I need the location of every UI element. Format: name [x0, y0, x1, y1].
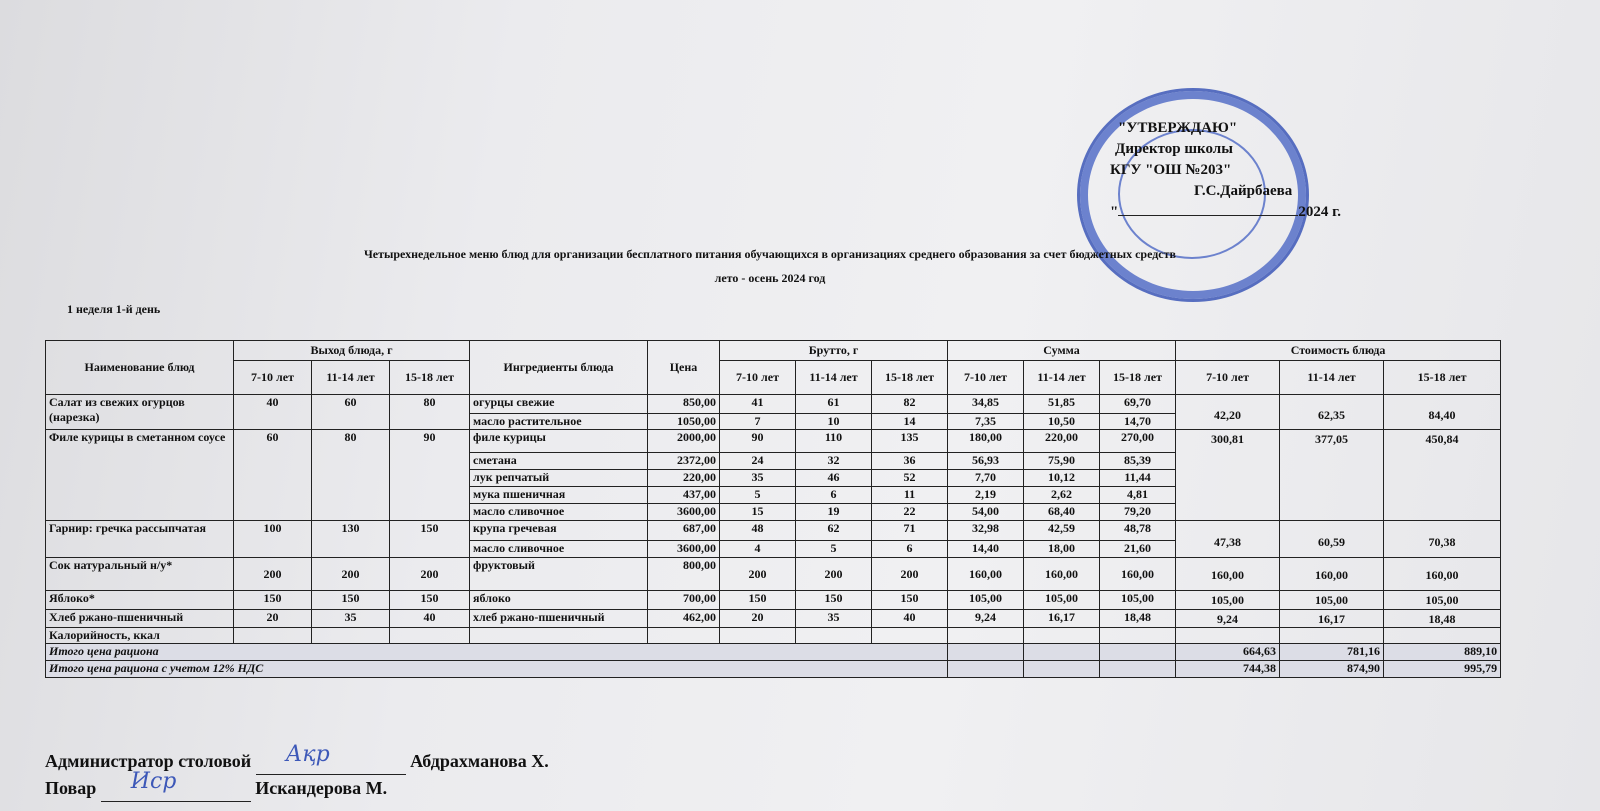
- ingredient-brutto: 41: [720, 395, 796, 414]
- dish-cost: 160,00: [1280, 558, 1384, 591]
- approval-block: [1110, 118, 1341, 223]
- ingredient-sum: 180,00: [948, 430, 1024, 453]
- dish-name: Сок натуральный н/у*: [46, 558, 234, 591]
- cost-age-header: 7-10 лет: [1176, 361, 1280, 395]
- ingredient-sum: 4,81: [1100, 487, 1176, 504]
- output-age-header: 11-14 лет: [312, 361, 390, 395]
- ingredient-name: огурцы свежие: [470, 395, 648, 414]
- dish-cost: 300,81: [1176, 430, 1280, 521]
- total-row-empty: [1024, 644, 1100, 661]
- ingredient-name: фруктовый: [470, 558, 648, 591]
- ingredient-price: 800,00: [648, 558, 720, 591]
- dish-output: 150: [312, 591, 390, 610]
- ingredient-sum: 10,12: [1024, 470, 1100, 487]
- ingredient-brutto: 200: [872, 558, 948, 591]
- admin-signature-line: [45, 742, 549, 775]
- ingredient-brutto: 5: [796, 541, 872, 558]
- ingredient-price: 700,00: [648, 591, 720, 610]
- ingredient-sum: 18,00: [1024, 541, 1100, 558]
- date-blank-line: [1118, 203, 1298, 216]
- dish-output: 60: [234, 430, 312, 521]
- ingredient-sum: 11,44: [1100, 470, 1176, 487]
- calories-cell: [390, 628, 470, 644]
- admin-role: Администратор столовой: [45, 751, 252, 771]
- calories-cell: [1384, 628, 1501, 644]
- header-sum: Сумма: [948, 341, 1176, 361]
- total-row-value: 664,63: [1176, 644, 1280, 661]
- ingredient-brutto: 32: [796, 453, 872, 470]
- ingredient-sum: 9,24: [948, 610, 1024, 628]
- header-cost: Стоимость блюда: [1176, 341, 1501, 361]
- sum-age-header: 15-18 лет: [1100, 361, 1176, 395]
- dish-output: 20: [234, 610, 312, 628]
- dish-name: Филе курицы в сметанном соусе: [46, 430, 234, 521]
- signature-block: [45, 742, 549, 802]
- ingredient-sum: 48,78: [1100, 521, 1176, 541]
- ingredient-sum: 10,50: [1024, 414, 1100, 430]
- ingredient-brutto: 48: [720, 521, 796, 541]
- ingredient-brutto: 4: [720, 541, 796, 558]
- approval-line-3: КГУ "ОШ №203": [1110, 162, 1232, 178]
- ingredient-sum: 56,93: [948, 453, 1024, 470]
- total-vat-row-empty: [948, 661, 1024, 678]
- calories-cell: [648, 628, 720, 644]
- ingredient-sum: 105,00: [948, 591, 1024, 610]
- ingredient-sum: 105,00: [1024, 591, 1100, 610]
- ingredient-price: 437,00: [648, 487, 720, 504]
- table-row: [46, 591, 1501, 610]
- admin-name: Абдрахманова Х.: [410, 751, 549, 771]
- dish-name: Хлеб ржано-пшеничный: [46, 610, 234, 628]
- ingredient-brutto: 24: [720, 453, 796, 470]
- ingredient-brutto: 52: [872, 470, 948, 487]
- ingredient-sum: 2,62: [1024, 487, 1100, 504]
- header-price: Цена: [648, 341, 720, 395]
- dish-output: 200: [234, 558, 312, 591]
- ingredient-brutto: 71: [872, 521, 948, 541]
- dish-cost: 47,38: [1176, 521, 1280, 558]
- ingredient-sum: 18,48: [1100, 610, 1176, 628]
- calories-cell: [1176, 628, 1280, 644]
- ingredient-sum: 85,39: [1100, 453, 1176, 470]
- sum-age-header: 7-10 лет: [948, 361, 1024, 395]
- output-age-header: 15-18 лет: [390, 361, 470, 395]
- dish-output: 150: [390, 521, 470, 558]
- dish-cost: 42,20: [1176, 395, 1280, 430]
- total-row-empty: [948, 644, 1024, 661]
- ingredient-brutto: 20: [720, 610, 796, 628]
- dish-cost: 160,00: [1384, 558, 1501, 591]
- output-age-header: 7-10 лет: [234, 361, 312, 395]
- calories-cell: [796, 628, 872, 644]
- dish-name: Салат из свежих огурцов (нарезка): [46, 395, 234, 430]
- calories-label: Калорийность, ккал: [46, 628, 234, 644]
- calories-cell: [1024, 628, 1100, 644]
- ingredient-brutto: 150: [720, 591, 796, 610]
- table-row: [46, 558, 1501, 591]
- ingredient-sum: 34,85: [948, 395, 1024, 414]
- ingredient-brutto: 11: [872, 487, 948, 504]
- cook-signature-line: [45, 769, 549, 802]
- total-vat-row-value: 874,90: [1280, 661, 1384, 678]
- document-title: Четырехнедельное меню блюд для организации бесплатного питания обучающихся в организациях среднего образования за счет бюджетных средств: [363, 247, 1177, 261]
- dish-cost: 105,00: [1280, 591, 1384, 610]
- total-row-empty: [1100, 644, 1176, 661]
- ingredient-brutto: 6: [872, 541, 948, 558]
- ingredient-name: хлеб ржано-пшеничный: [470, 610, 648, 628]
- ingredient-price: 850,00: [648, 395, 720, 414]
- total-vat-row-empty: [1100, 661, 1176, 678]
- ingredient-sum: 270,00: [1100, 430, 1176, 453]
- ingredient-sum: 14,70: [1100, 414, 1176, 430]
- ingredient-brutto: 110: [796, 430, 872, 453]
- calories-cell: [470, 628, 648, 644]
- ingredient-price: 687,00: [648, 521, 720, 541]
- ingredient-brutto: 5: [720, 487, 796, 504]
- dish-name: Гарнир: гречка рассыпчатая: [46, 521, 234, 558]
- ingredient-sum: 79,20: [1100, 504, 1176, 521]
- ingredient-brutto: 22: [872, 504, 948, 521]
- ingredient-sum: 54,00: [948, 504, 1024, 521]
- approval-line-1: "УТВЕРЖДАЮ": [1118, 120, 1238, 136]
- dish-cost: 70,38: [1384, 521, 1501, 558]
- dish-output: 35: [312, 610, 390, 628]
- header-output: Выход блюда, г: [234, 341, 470, 361]
- table-row: [46, 610, 1501, 628]
- calories-cell: [948, 628, 1024, 644]
- ingredient-name: масло сливочное: [470, 541, 648, 558]
- menu-table: [45, 340, 1501, 678]
- dish-output: 60: [312, 395, 390, 430]
- ingredient-sum: 220,00: [1024, 430, 1100, 453]
- dish-output: 130: [312, 521, 390, 558]
- ingredient-name: масло сливочное: [470, 504, 648, 521]
- age-group-header-row: [46, 361, 1501, 395]
- ingredient-sum: 7,70: [948, 470, 1024, 487]
- ingredient-sum: 160,00: [1100, 558, 1176, 591]
- ingredient-brutto: 62: [796, 521, 872, 541]
- ingredient-price: 2000,00: [648, 430, 720, 453]
- brutto-age-header: 11-14 лет: [796, 361, 872, 395]
- ingredient-brutto: 61: [796, 395, 872, 414]
- cook-name: Искандерова М.: [255, 778, 388, 798]
- day-label: 1 неделя 1-й день: [67, 302, 161, 316]
- ingredient-brutto: 14: [872, 414, 948, 430]
- total-row-value: 889,10: [1384, 644, 1501, 661]
- table-row: [46, 521, 1501, 541]
- ingredient-price: 1050,00: [648, 414, 720, 430]
- sum-age-header: 11-14 лет: [1024, 361, 1100, 395]
- ingredient-price: 3600,00: [648, 504, 720, 521]
- ingredient-name: яблоко: [470, 591, 648, 610]
- approval-year: 2024 г.: [1298, 204, 1341, 220]
- dish-cost: 62,35: [1280, 395, 1384, 430]
- table-row: [46, 395, 1501, 414]
- ingredient-brutto: 36: [872, 453, 948, 470]
- ingredient-sum: 160,00: [948, 558, 1024, 591]
- ingredient-brutto: 90: [720, 430, 796, 453]
- ingredient-sum: 32,98: [948, 521, 1024, 541]
- ingredient-sum: 105,00: [1100, 591, 1176, 610]
- dish-name: Яблоко*: [46, 591, 234, 610]
- dish-cost: 105,00: [1176, 591, 1280, 610]
- calories-cell: [312, 628, 390, 644]
- total-vat-row-empty: [1024, 661, 1100, 678]
- menu-body: [46, 395, 1501, 678]
- ingredient-brutto: 19: [796, 504, 872, 521]
- ingredient-brutto: 135: [872, 430, 948, 453]
- ingredient-sum: 7,35: [948, 414, 1024, 430]
- dish-cost: 84,40: [1384, 395, 1501, 430]
- dish-cost: 450,84: [1384, 430, 1501, 521]
- dish-output: 200: [312, 558, 390, 591]
- ingredient-price: 220,00: [648, 470, 720, 487]
- document-subtitle: лето - осень 2024 год: [714, 271, 826, 285]
- dish-cost: 18,48: [1384, 610, 1501, 628]
- ingredient-sum: 2,19: [948, 487, 1024, 504]
- cost-age-header: 15-18 лет: [1384, 361, 1501, 395]
- header-dish-name: Наименование блюд: [46, 341, 234, 395]
- total-vat-row-value: 744,38: [1176, 661, 1280, 678]
- total-vat-row: [46, 661, 1501, 678]
- calories-cell: [1100, 628, 1176, 644]
- ingredient-brutto: 15: [720, 504, 796, 521]
- ingredient-brutto: 200: [720, 558, 796, 591]
- ingredient-name: сметана: [470, 453, 648, 470]
- approval-line-2: Директор школы: [1115, 141, 1233, 157]
- dish-cost: 16,17: [1280, 610, 1384, 628]
- ingredient-price: 3600,00: [648, 541, 720, 558]
- table-row: [46, 430, 1501, 453]
- ingredient-name: лук репчатый: [470, 470, 648, 487]
- approval-date-line: [1110, 202, 1341, 223]
- ingredient-brutto: 35: [720, 470, 796, 487]
- dish-output: 80: [312, 430, 390, 521]
- dish-output: 80: [390, 395, 470, 430]
- ingredient-brutto: 46: [796, 470, 872, 487]
- dish-output: 150: [234, 591, 312, 610]
- dish-cost: 160,00: [1176, 558, 1280, 591]
- admin-handwritten-signature: Ақр: [285, 742, 330, 767]
- ingredient-brutto: 10: [796, 414, 872, 430]
- ingredient-name: крупа гречевая: [470, 521, 648, 541]
- total-row-value: 781,16: [1280, 644, 1384, 661]
- ingredient-sum: 14,40: [948, 541, 1024, 558]
- dish-output: 200: [390, 558, 470, 591]
- header-brutto: Брутто, г: [720, 341, 948, 361]
- calories-cell: [872, 628, 948, 644]
- ingredient-brutto: 150: [796, 591, 872, 610]
- dish-output: 90: [390, 430, 470, 521]
- dish-output: 100: [234, 521, 312, 558]
- total-vat-row-label: Итого цена рациона с учетом 12% НДС: [46, 661, 948, 678]
- ingredient-name: филе курицы: [470, 430, 648, 453]
- director-name: Г.С.Дайрбаева: [1194, 183, 1293, 199]
- dish-cost: 105,00: [1384, 591, 1501, 610]
- ingredient-sum: 51,85: [1024, 395, 1100, 414]
- cook-handwritten-signature: Иср: [130, 769, 177, 794]
- ingredient-name: мука пшеничная: [470, 487, 648, 504]
- dish-cost: 60,59: [1280, 521, 1384, 558]
- ingredient-sum: 16,17: [1024, 610, 1100, 628]
- brutto-age-header: 15-18 лет: [872, 361, 948, 395]
- ingredient-price: 462,00: [648, 610, 720, 628]
- ingredient-sum: 75,90: [1024, 453, 1100, 470]
- dish-output: 150: [390, 591, 470, 610]
- brutto-age-header: 7-10 лет: [720, 361, 796, 395]
- total-row-label: Итого цена рациона: [46, 644, 948, 661]
- cook-signature-blank: [101, 769, 251, 802]
- dish-output: 40: [234, 395, 312, 430]
- admin-signature-blank: [256, 742, 406, 775]
- ingredient-sum: 160,00: [1024, 558, 1100, 591]
- total-vat-row-value: 995,79: [1384, 661, 1501, 678]
- cook-role: Повар: [45, 778, 97, 798]
- cost-age-header: 11-14 лет: [1280, 361, 1384, 395]
- ingredient-brutto: 200: [796, 558, 872, 591]
- ingredient-sum: 69,70: [1100, 395, 1176, 414]
- calories-cell: [720, 628, 796, 644]
- total-row: [46, 644, 1501, 661]
- ingredient-sum: 42,59: [1024, 521, 1100, 541]
- calories-cell: [234, 628, 312, 644]
- calories-cell: [1280, 628, 1384, 644]
- ingredient-brutto: 6: [796, 487, 872, 504]
- ingredient-brutto: 150: [872, 591, 948, 610]
- ingredient-brutto: 7: [720, 414, 796, 430]
- dish-cost: 9,24: [1176, 610, 1280, 628]
- ingredient-sum: 68,40: [1024, 504, 1100, 521]
- calories-row: [46, 628, 1501, 644]
- ingredient-brutto: 82: [872, 395, 948, 414]
- dish-cost: 377,05: [1280, 430, 1384, 521]
- header-ingredients: Ингредиенты блюда: [470, 341, 648, 395]
- ingredient-brutto: 35: [796, 610, 872, 628]
- ingredient-sum: 21,60: [1100, 541, 1176, 558]
- ingredient-brutto: 40: [872, 610, 948, 628]
- ingredient-price: 2372,00: [648, 453, 720, 470]
- ingredient-name: масло растительное: [470, 414, 648, 430]
- date-quote: ": [1110, 204, 1119, 220]
- dish-output: 40: [390, 610, 470, 628]
